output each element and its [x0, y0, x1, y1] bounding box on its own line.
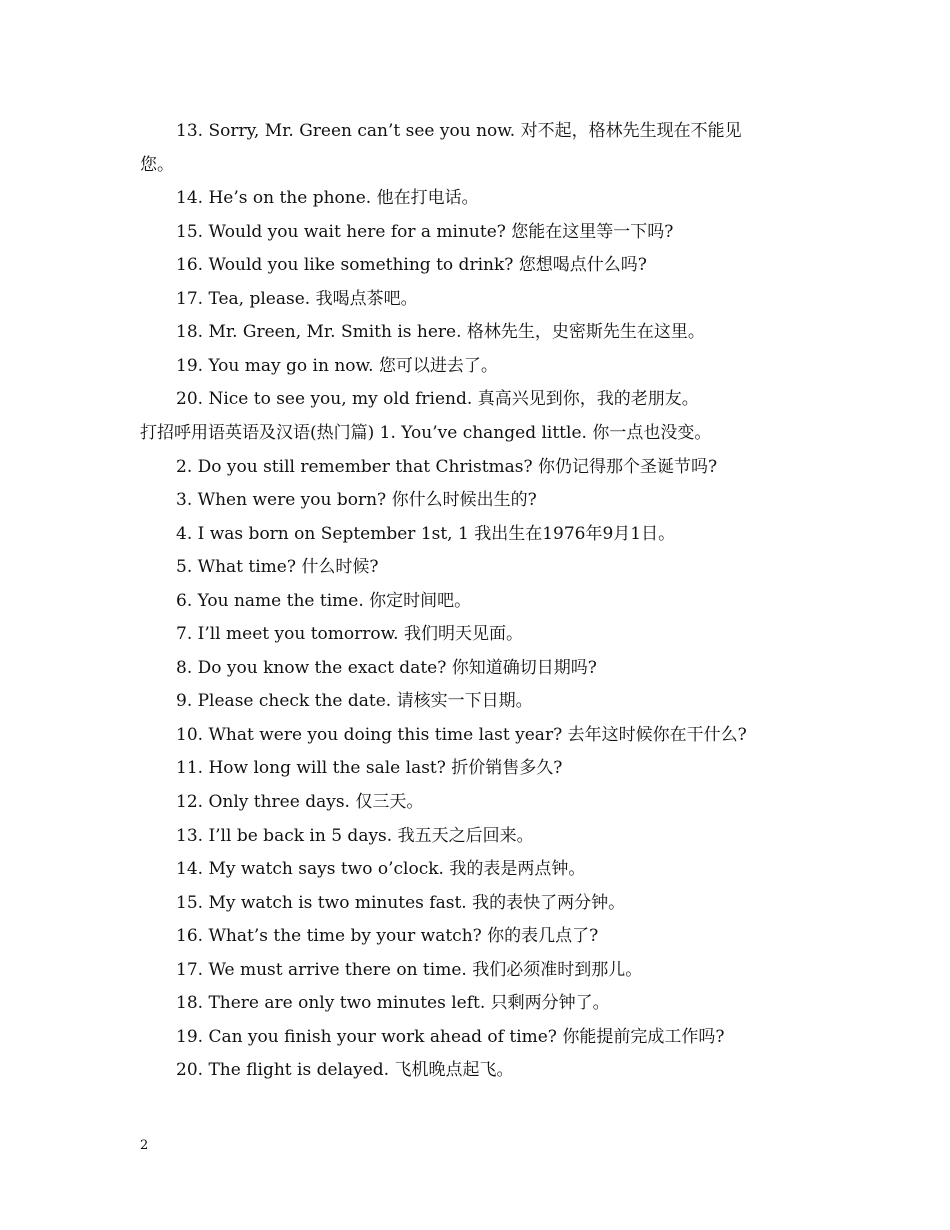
paragraph-line: 您。 — [140, 154, 174, 175]
paragraph-line: 20. Nice to see you, my old friend. 真高兴见到你，我的老朋友。 — [176, 389, 699, 410]
paragraph-line: 17. Tea, please. 我喝点茶吧。 — [176, 288, 418, 309]
paragraph-line: 15. Would you wait here for a minute? 您能在这里等一下吗? — [176, 221, 674, 242]
paragraph-line: 3. When were you born? 你什么时候出生的? — [176, 490, 537, 511]
paragraph-line: 10. What were you doing this time last year? 去年这时候你在干什么? — [176, 724, 747, 745]
paragraph-line: 14. My watch says two o’clock. 我的表是两点钟。 — [176, 859, 586, 880]
paragraph-line: 12. Only three days. 仅三天。 — [176, 792, 424, 812]
paragraph-line: 19. Can you finish your work ahead of time? 你能提前完成工作吗? — [176, 1026, 725, 1047]
paragraph-line: 14. He’s on the phone. 他在打电话。 — [176, 188, 479, 209]
paragraph-line: 18. There are only two minutes left. 只剩两分钟了。 — [176, 993, 610, 1014]
paragraph-line: 6. You name the time. 你定时间吧。 — [176, 590, 472, 611]
paragraph-line: 2. Do you still remember that Christmas? 你仍记得那个圣诞节吗? — [176, 456, 718, 477]
paragraph-line: 20. The flight is delayed. 飞机晚点起飞。 — [176, 1060, 514, 1081]
paragraph-line: 4. I was born on September 1st, 1 我出生在1976年9月1日。 — [176, 523, 676, 544]
paragraph-line: 8. Do you know the exact date? 你知道确切日期吗? — [176, 657, 597, 678]
paragraph-line: 16. Would you like something to drink? 您想喝点什么吗? — [176, 255, 647, 276]
paragraph-line: 9. Please check the date. 请核实一下日期。 — [176, 691, 533, 712]
paragraph-line: 17. We must arrive there on time. 我们必须准时到那儿。 — [176, 959, 643, 980]
paragraph-line: 打招呼用语英语及汉语(热门篇) 1. You’ve changed little. 你一点也没变。 — [140, 422, 712, 443]
paragraph-line: 18. Mr. Green, Mr. Smith is here. 格林先生，史密斯先生在这里。 — [176, 322, 705, 343]
paragraph-line: 13. Sorry, Mr. Green can’t see you now. 对不起，格林先生现在不能见 — [176, 121, 742, 141]
paragraph-line: 11. How long will the sale last? 折价销售多久? — [176, 758, 563, 779]
paragraph-line: 16. What’s the time by your watch? 你的表几点了? — [176, 926, 599, 947]
page-number: 2 — [140, 1138, 149, 1153]
paragraph-line: 15. My watch is two minutes fast. 我的表快了两分钟。 — [176, 892, 626, 913]
paragraph-line: 13. I’ll be back in 5 days. 我五天之后回来。 — [176, 825, 534, 846]
paragraph-line: 19. You may go in now. 您可以进去了。 — [176, 355, 498, 376]
paragraph-line: 5. What time? 什么时候? — [176, 557, 379, 578]
paragraph-line: 7. I’ll meet you tomorrow. 我们明天见面。 — [176, 624, 523, 645]
